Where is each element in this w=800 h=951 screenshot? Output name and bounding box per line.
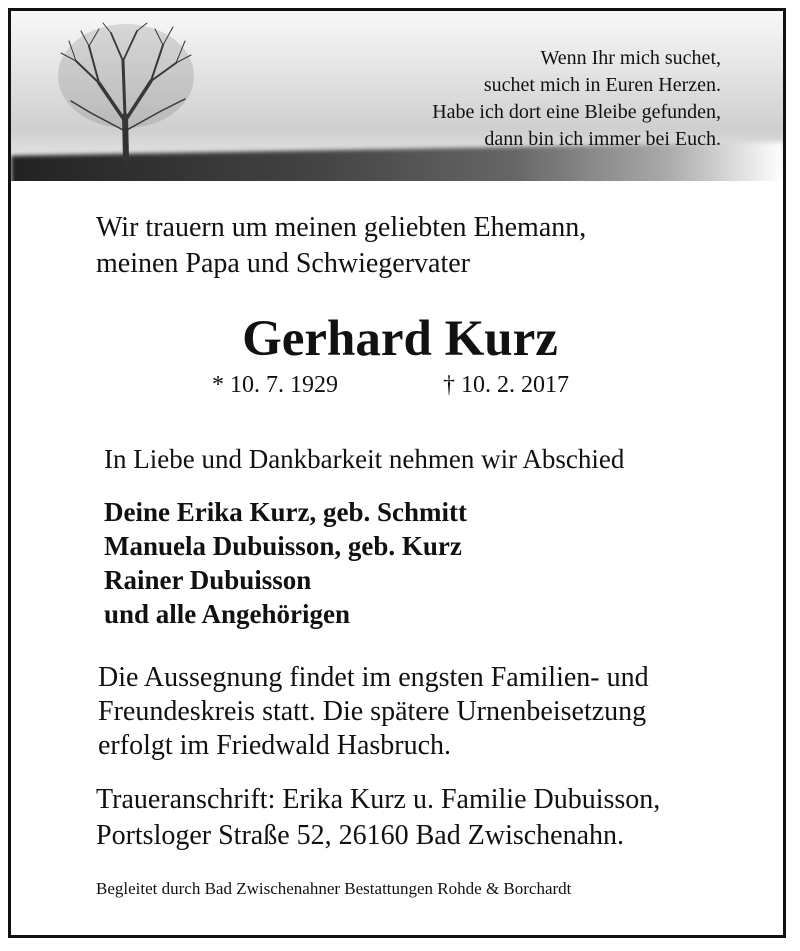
- poem-line: dann bin ich immer bei Euch.: [484, 128, 721, 150]
- poem-verse: [432, 45, 721, 153]
- intro-line: meinen Papa und Schwiegervater: [96, 248, 470, 279]
- funeral-home-credit: Begleitet durch Bad Zwischenahner Bestattungen Rohde & Borchardt: [96, 879, 572, 898]
- mourner-name: Manuela Dubuisson, geb. Kurz: [104, 531, 462, 561]
- poem-line: Wenn Ihr mich suchet,: [540, 47, 721, 69]
- mourner-name: Deine Erika Kurz, geb. Schmitt: [104, 497, 467, 527]
- deceased-name: Gerhard Kurz: [242, 311, 558, 367]
- ceremony-notice: [98, 661, 649, 763]
- mourners-list: [104, 495, 467, 631]
- mourner-name: Rainer Dubuisson: [104, 565, 312, 595]
- mourning-address: [96, 782, 660, 854]
- poem-line: suchet mich in Euren Herzen.: [483, 74, 721, 96]
- farewell-text: In Liebe und Dankbarkeit nehmen wir Abschied: [104, 444, 625, 474]
- tree-banner-image: [11, 11, 783, 181]
- ceremony-line: erfolgt im Friedwald Hasbruch.: [98, 730, 452, 761]
- intro-line: Wir trauern um meinen geliebten Ehemann,: [96, 212, 587, 243]
- poem-line: Habe ich dort eine Bleibe gefunden,: [432, 101, 721, 123]
- ceremony-line: Freundeskreis statt. Die spätere Urnenbeisetzung: [98, 696, 647, 727]
- ceremony-line: Die Aussegnung findet im engsten Familien- und: [98, 662, 649, 693]
- address-line: Portsloger Straße 52, 26160 Bad Zwischenahn.: [96, 820, 625, 851]
- tree-icon: [51, 21, 201, 161]
- intro-text: [96, 210, 586, 282]
- address-line: Traueranschrift: Erika Kurz u. Familie Dubuisson,: [96, 784, 661, 815]
- mourner-name: und alle Angehörigen: [104, 599, 351, 629]
- birth-date: * 10. 7. 1929: [212, 372, 338, 398]
- death-date: † 10. 2. 2017: [443, 372, 569, 398]
